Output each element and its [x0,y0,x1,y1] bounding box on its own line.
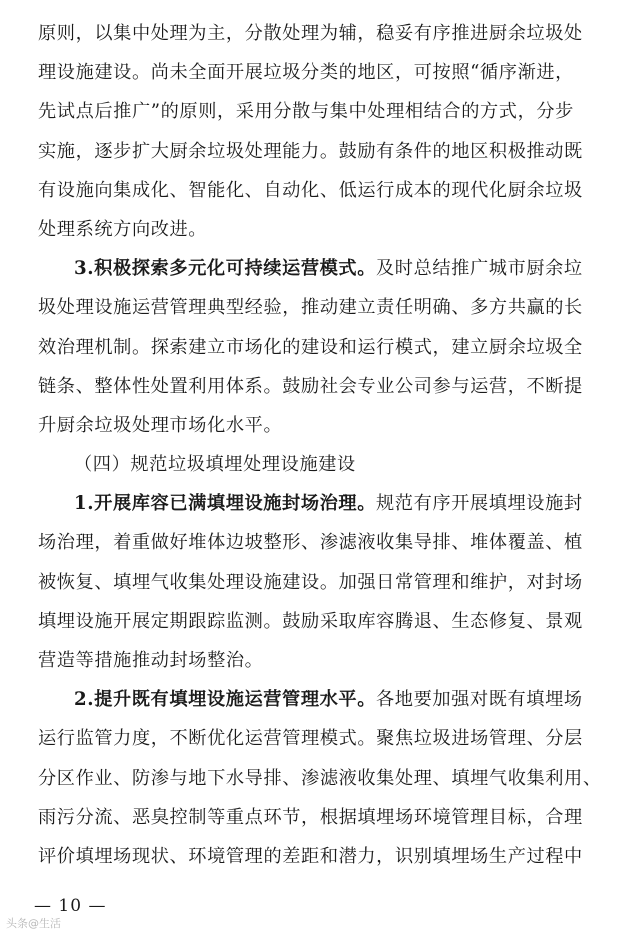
text-line [38,53,614,92]
line-text: 圾处理设施运营管理典型经验，推动建立责任明确、多方共赢的长 [38,297,583,319]
text-line [38,798,614,837]
text-line [38,837,614,876]
line-text: 及时总结推广城市厨余垃 [376,258,583,280]
line-text: 评价填埋场现状、环境管理的差距和潜力，识别填埋场生产过程中 [38,845,583,867]
bold-heading: 1.开展库容已满填埋设施封场治理。 [74,493,376,515]
text-line [38,367,614,406]
text-line [38,563,614,602]
text-line [38,14,614,53]
text-line [38,680,614,719]
watermark: 头条@生活 [6,917,61,930]
line-text: 升厨余垃圾处理市场化水平。 [38,414,283,436]
line-text: 规范有序开展填埋设施封 [376,493,583,515]
text-line [38,288,614,327]
line-text: 实施，逐步扩大厨余垃圾处理能力。鼓励有条件的地区积极推动既 [38,140,583,162]
line-text: 营造等措施推动封场整治。 [38,650,264,671]
line-text: 先试点后推广”的原则，采用分散与集中处理相结合的方式，分步 [38,101,574,123]
line-text: 处理系统方向改进。 [38,218,208,240]
bold-heading: 3.积极探索多元化可持续运营模式。 [74,258,376,280]
line-text: 填埋设施开展定期跟踪监测。鼓励采取库容腾退、生态修复、景观 [38,610,583,632]
line-text: 运行监管力度，不断优化运营管理模式。聚焦垃圾进场管理、分层 [38,728,583,750]
text-line [38,641,614,680]
text-line [38,523,614,562]
text-line [38,445,614,484]
text-line [38,210,614,249]
line-text: （四）规范垃圾填埋处理设施建设 [74,454,356,476]
text-line [38,92,614,131]
line-text: 链条、整体性处置利用体系。鼓励社会专业公司参与运营，不断提 [38,375,583,397]
text-line [38,406,614,445]
text-line [38,719,614,758]
line-text: 效治理机制。探索建立市场化的建设和运行模式，建立厨余垃圾全 [38,336,583,358]
document-page [38,14,614,876]
line-text: 原则，以集中处理为主，分散处理为辅，稳妥有序推进厨余垃圾处 [38,23,583,44]
line-text: 理设施建设。尚未全面开展垃圾分类的地区，可按照“循序渐进， [38,62,574,84]
line-text: 各地要加强对既有填埋场 [376,689,583,711]
page-number: — 10 — [34,896,107,916]
text-line [38,249,614,288]
line-text: 场治理，着重做好堆体边坡整形、渗滤液收集导排、堆体覆盖、植 [38,532,583,554]
line-text: 分区作业、防渗与地下水导排、渗滤液收集处理、填埋气收集利用、 [38,767,602,789]
text-line [38,484,614,523]
bold-heading: 2.提升既有填埋设施运营管理水平。 [74,689,376,711]
text-line [38,759,614,798]
text-line [38,328,614,367]
text-line [38,132,614,171]
text-line [38,602,614,641]
line-text: 有设施向集成化、智能化、自动化、低运行成本的现代化厨余垃圾 [38,179,583,201]
line-text: 雨污分流、恶臭控制等重点环节，根据填埋场环境管理目标，合理 [38,806,583,828]
line-text: 被恢复、填埋气收集处理设施建设。加强日常管理和维护，对封场 [38,571,583,593]
text-line [38,171,614,210]
